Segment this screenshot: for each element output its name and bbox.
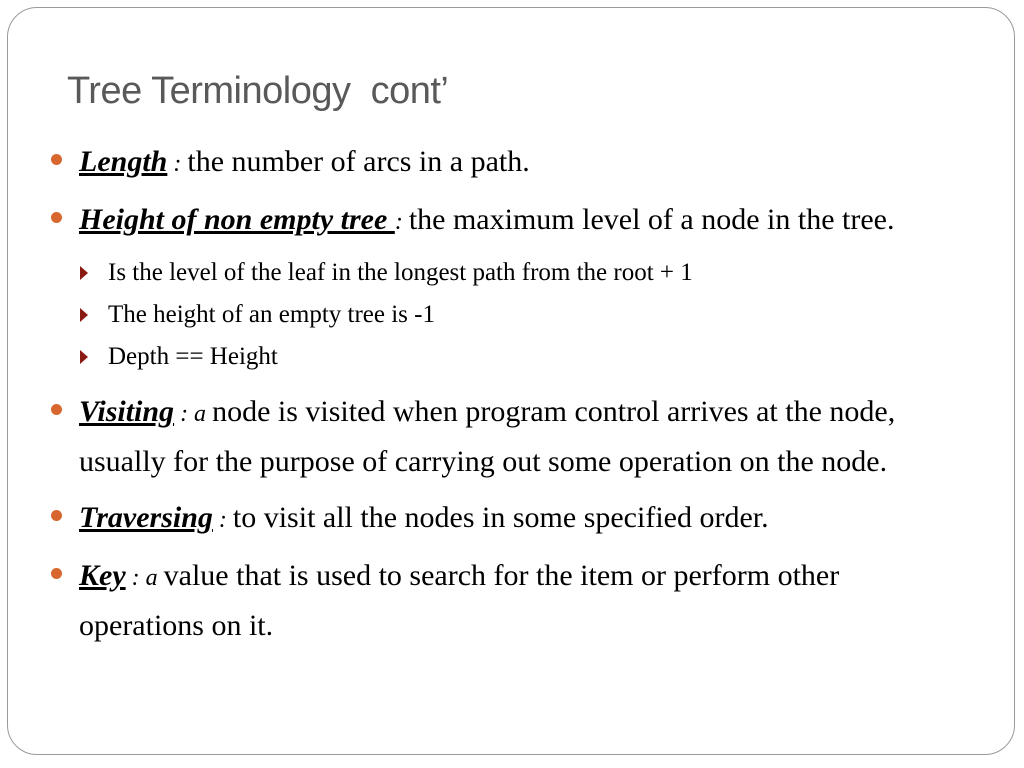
term-key: Key <box>79 559 126 592</box>
height-sub-bullets <box>49 252 969 378</box>
sub-bullet-empty-tree-height: The height of an empty tree is -1 <box>49 294 969 336</box>
bullet-height <box>49 196 969 246</box>
bullet-list <box>49 138 969 658</box>
bullet-traversing <box>49 494 969 544</box>
bullet-visiting <box>49 388 969 486</box>
term-separator: : a <box>174 401 213 427</box>
term-separator: : <box>394 209 409 235</box>
slide-title: Tree Terminology cont’ <box>67 70 449 112</box>
term-separator: : <box>212 507 233 533</box>
term-visiting: Visiting <box>79 395 175 428</box>
term-separator: : <box>167 151 188 177</box>
sub-bullet-leaf-level: Is the level of the leaf in the longest path from the root + 1 <box>49 252 969 294</box>
term-length: Length <box>79 145 168 178</box>
bullet-length <box>49 138 969 188</box>
term-traversing: Traversing <box>79 501 213 534</box>
definition-visiting: node is visited when program control arrives at the node, usually for the purpose of carrying out some operation on the node. <box>79 395 896 478</box>
term-height: Height of non empty tree <box>79 203 395 236</box>
definition-key: value that is used to search for the item or perform other operations on it. <box>79 559 840 642</box>
definition-length: the number of arcs in a path. <box>187 145 530 178</box>
definition-height: the maximum level of a node in the tree. <box>408 203 895 236</box>
definition-traversing: to visit all the nodes in some specified order. <box>232 501 769 534</box>
sub-bullet-depth-height: Depth == Height <box>49 336 969 378</box>
term-separator: : a <box>125 565 164 591</box>
bullet-key <box>49 552 969 650</box>
